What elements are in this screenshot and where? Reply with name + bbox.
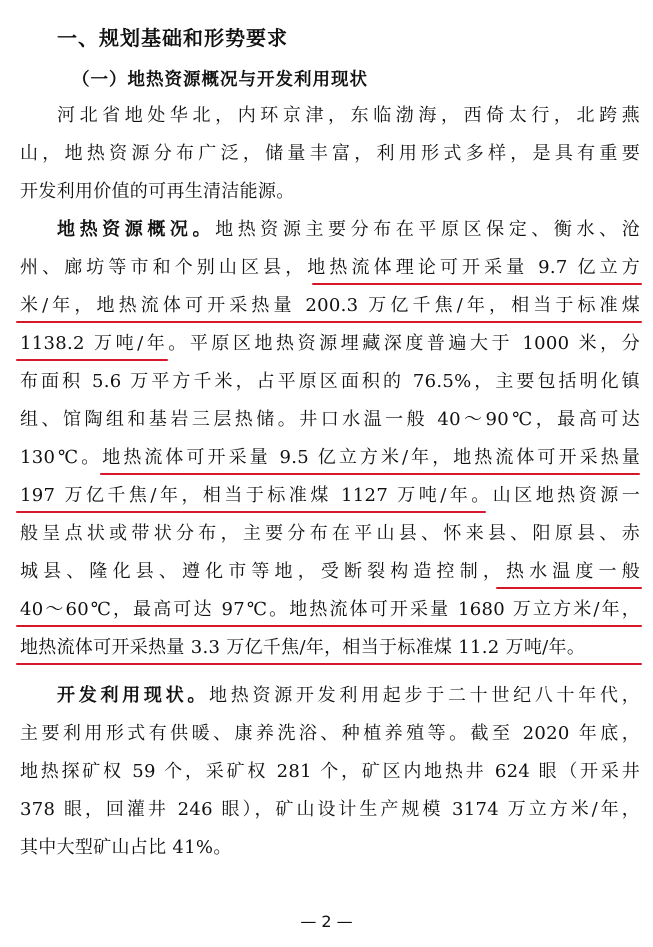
para3-line-1 xyxy=(57,684,640,707)
para2-line-8: 197 万亿千焦/年，相当于标准煤 1127 万吨/年。山区地热资源一 xyxy=(20,485,640,506)
para2-line-12: 地热流体可开采热量 3.3 万亿千焦/年，相当于标准煤 11.2 万吨/年。 xyxy=(20,637,586,658)
para2-line-7: 130℃。地热流体可开采量 9.5 亿立方米/年，地热流体可开采热量 xyxy=(20,447,640,468)
highlight-underline xyxy=(16,625,642,627)
para3-lead: 开发利用现状。 xyxy=(57,685,210,706)
para2-line-5: 布面积 5.6 万平方千米，占平原区面积的 76.5%，主要包括明化镇 xyxy=(20,371,640,392)
highlight-underline xyxy=(16,511,486,513)
para2-line-10: 城县、隆化县、遵化市等地，受断裂构造控制，热水温度一般 xyxy=(20,561,640,582)
para2-line-1-text: 地热资源主要分布在平原区保定、衡水、沧 xyxy=(215,219,640,240)
para3-line-4: 378 眼，回灌井 246 眼），矿山设计生产规模 3174 万立方米/年， xyxy=(20,799,640,820)
para2-line-11: 40～60℃，最高可达 97℃。地热流体可开采量 1680 万立方米/年， xyxy=(20,599,640,620)
para2-line-2: 州、廊坊等市和个别山区县，地热流体理论可开采量 9.7 亿立方 xyxy=(20,257,640,278)
highlight-underline xyxy=(100,473,640,475)
para1-line-3: 开发利用价值的可再生清洁能源。 xyxy=(20,181,295,202)
para2-line-9: 般呈点状或带状分布，主要分布在平山县、怀来县、阳原县、赤 xyxy=(20,523,640,544)
subsection-heading: （一）地热资源概况与开发利用现状 xyxy=(72,70,368,90)
highlight-underline xyxy=(496,587,642,589)
para1-line-2: 山，地热资源分布广泛，储量丰富，利用形式多样，是具有重要 xyxy=(20,143,640,164)
para1-line-1: 河北省地处华北，内环京津，东临渤海，西倚太行，北跨燕 xyxy=(57,105,640,126)
para2-line-6: 组、馆陶组和基岩三层热储。井口水温一般 40～90℃，最高可达 xyxy=(20,409,640,430)
highlight-underline xyxy=(16,359,168,361)
para2-line-3: 米/年，地热流体可开采热量 200.3 万亿千焦/年，相当于标准煤 xyxy=(20,295,640,316)
para3-line-5: 其中大型矿山占比 41%。 xyxy=(20,837,232,858)
page-number: — 2 — xyxy=(300,912,353,931)
highlight-underline xyxy=(16,663,642,665)
highlight-underline xyxy=(16,321,642,323)
para2-line-4: 1138.2 万吨/年。平原区地热资源埋藏深度普遍大于 1000 米，分 xyxy=(20,333,640,354)
para3-line-1-text: 地热资源开发利用起步于二十世纪八十年代， xyxy=(209,685,640,706)
section-heading: 一、规划基础和形势要求 xyxy=(57,26,288,50)
para2-line-1 xyxy=(57,218,640,241)
para3-line-2: 主要利用形式有供暖、康养洗浴、种植养殖等。截至 2020 年底， xyxy=(20,723,640,744)
para2-lead: 地热资源概况。 xyxy=(57,219,216,240)
highlight-underline xyxy=(312,283,642,285)
para3-line-3: 地热探矿权 59 个，采矿权 281 个，矿区内地热井 624 眼（开采井 xyxy=(20,761,640,782)
